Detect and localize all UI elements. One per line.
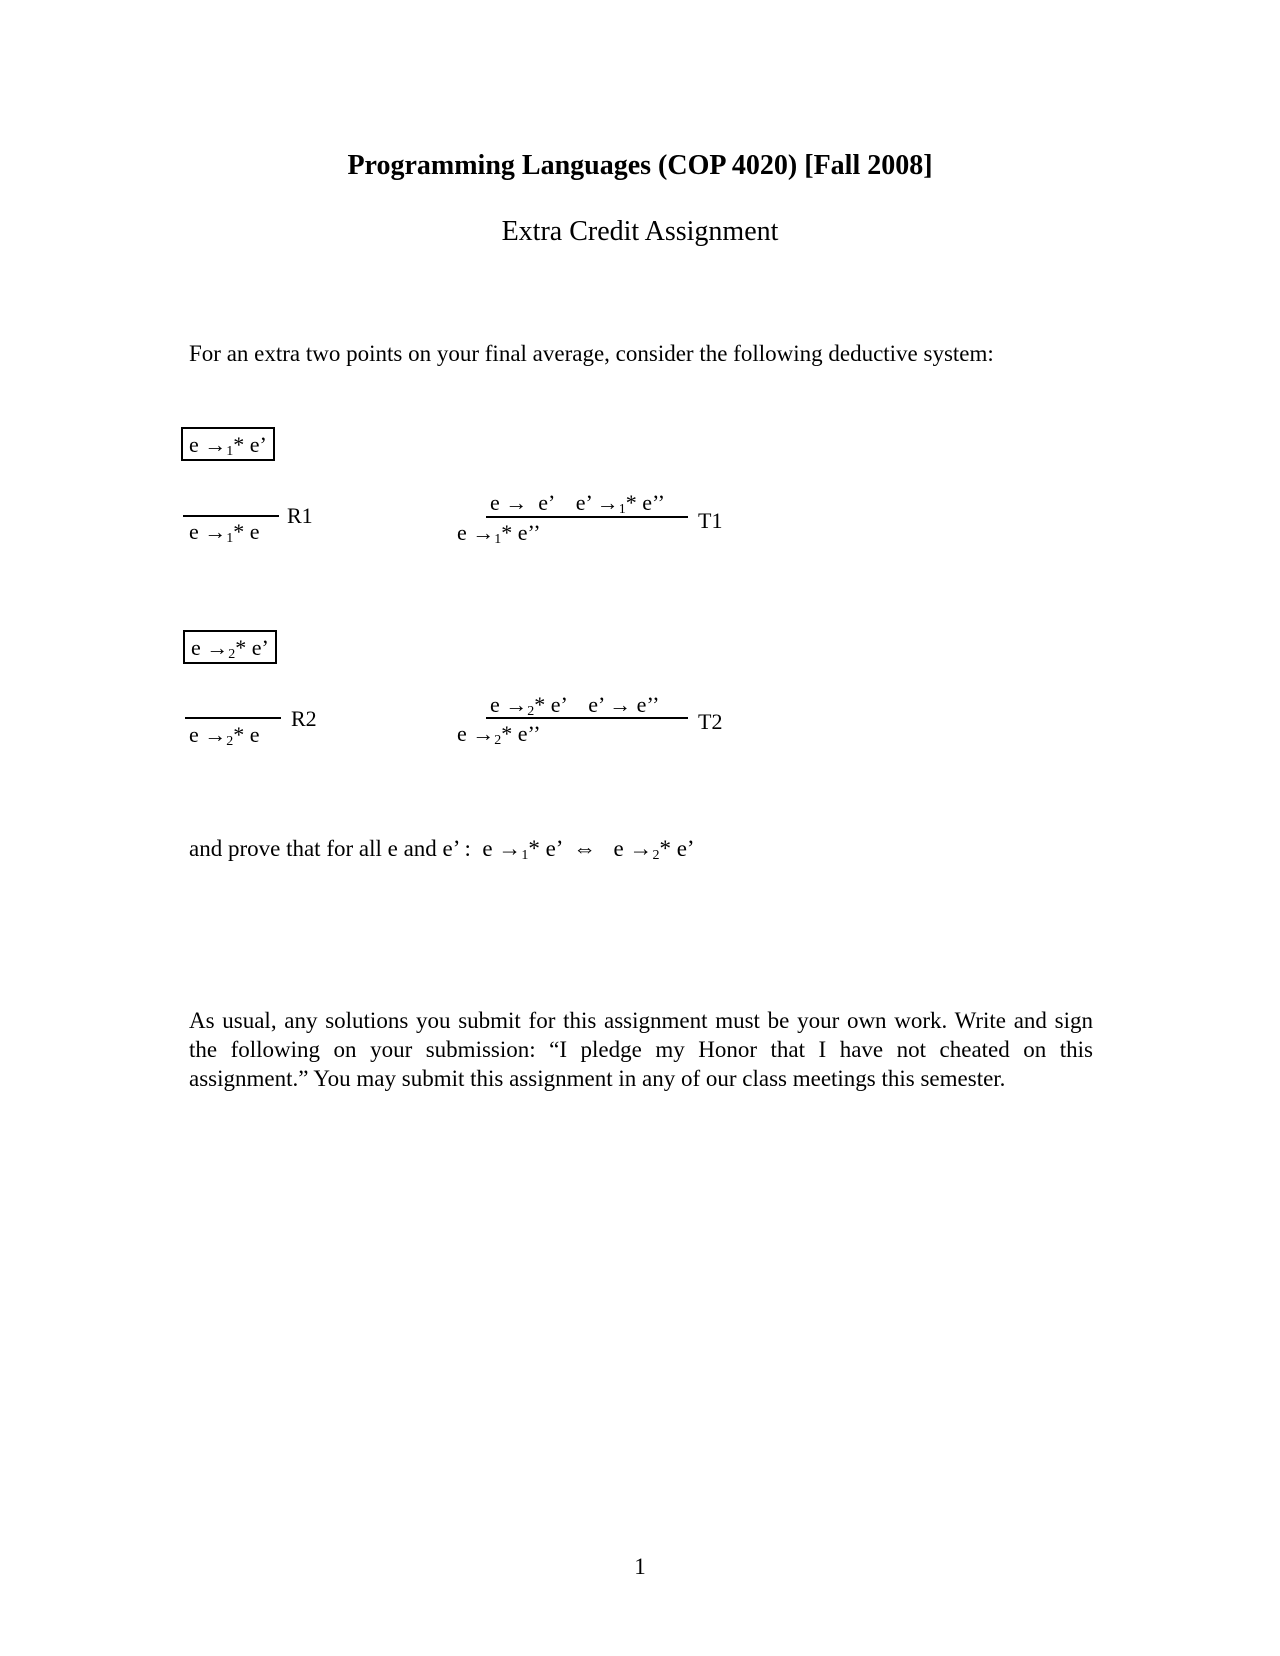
rule-t2-line	[486, 717, 688, 719]
page-title: Programming Languages (COP 4020) [Fall 2008]	[347, 150, 933, 181]
intro-paragraph: For an extra two points on your final average, consider the following deductive system:	[189, 341, 994, 366]
rule-t1-conclusion: $e \to_1*$ e’’	[457, 520, 541, 547]
rule-r2-label: R2	[291, 706, 317, 731]
rule-r1-conclusion: $e \to_1*$ e	[189, 519, 260, 546]
rule-r2-conclusion: $e \to_2*$ e	[189, 722, 260, 749]
honor-paragraph: As usual, any solutions you submit for this assignment must be your own work. Write and sign the following on your submission: “I pledge my Honor that I have not cheated on this assignment.” You may submit this assignment in any of our class meetings this semester.	[189, 1008, 1093, 1091]
judgment-box-2: $e \to_2*$ e’	[183, 630, 277, 664]
rule-r1-label: R1	[287, 503, 313, 528]
rule-t1-line	[486, 516, 688, 518]
page-subtitle: Extra Credit Assignment	[501, 216, 779, 247]
page-number: 1	[634, 1554, 646, 1579]
rule-r2-line	[185, 717, 281, 719]
rule-t2-label: T2	[698, 709, 723, 734]
judgment-box-1: $e \to_1*$ e’	[181, 427, 275, 461]
rule-t2-premise: $e \to_2*$ e’ e’ → e’’	[490, 692, 660, 719]
rule-t2-conclusion: $e \to_2*$ e’’	[457, 721, 541, 748]
proof-statement: and prove that for all e and e’ : $e \to_1*$ e’ ⇔ $e \to_2*$ e’	[189, 836, 695, 863]
rule-t1-label: T1	[698, 508, 723, 533]
rule-r1-line	[183, 515, 279, 517]
rule-t1-premise: e → e’ e’ $\to_1*$ e’’	[490, 490, 665, 517]
